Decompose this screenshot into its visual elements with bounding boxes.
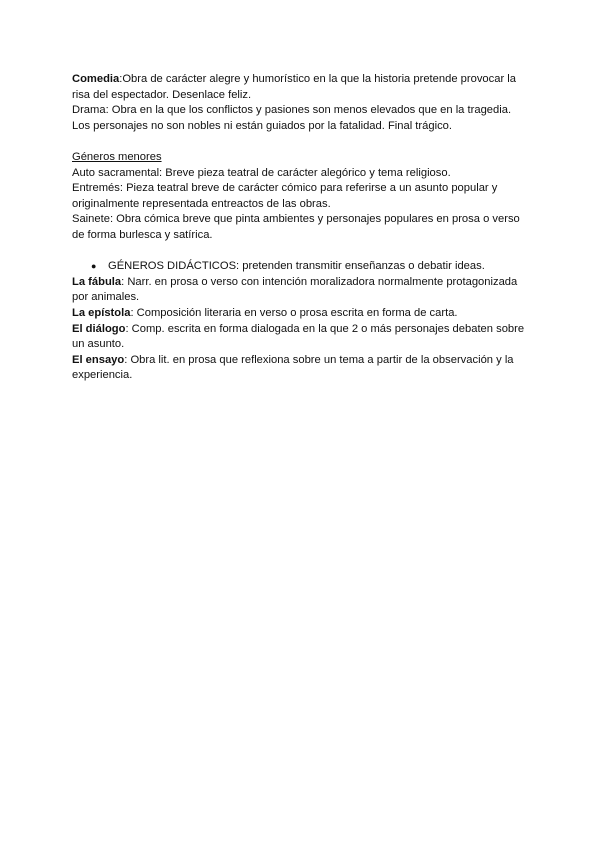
paragraph-spacer — [72, 244, 528, 260]
generos-menores-heading: Géneros menores — [72, 150, 162, 163]
entremes-line-1: Entremés: Pieza teatral breve de carácter cómico para referirse a un asunto popular y — [72, 182, 498, 195]
fabula-line-1 — [72, 275, 528, 291]
epistola-definition: : Composición literaria en verso o prosa escrita en forma de carta. — [130, 306, 458, 319]
ensayo-term: El ensayo — [72, 353, 125, 366]
sainete-line-2: de forma burlesca y satírica. — [72, 228, 213, 241]
epistola-line — [72, 306, 528, 322]
comedia-line-1 — [72, 72, 528, 88]
dialogo-definition: : Comp. escrita en forma dialogada en la que 2 o más personajes debaten sobre — [125, 322, 525, 335]
fabula-line-2: por animales. — [72, 291, 140, 304]
dialogo-term: El diálogo — [72, 322, 126, 335]
didacticos-heading: GÉNEROS DIDÁCTICOS: pretenden transmitir enseñanzas o debatir ideas. — [108, 260, 485, 273]
bullet-icon: ● — [91, 261, 97, 272]
drama-line-2: Los personajes no son nobles ni están guiados por la fatalidad. Final trágico. — [72, 119, 452, 132]
comedia-line-2: risa del espectador. Desenlace feliz. — [72, 88, 252, 101]
drama-line-1: Drama: Obra en la que los conflictos y pasiones son menos elevados que en la tragedia. — [72, 104, 512, 117]
ensayo-definition: : Obra lit. en prosa que reflexiona sobre un tema a partir de la observación y la — [124, 353, 514, 366]
document-page — [72, 72, 528, 384]
sainete-line-1: Sainete: Obra cómica breve que pinta ambientes y personajes populares en prosa o verso — [72, 213, 520, 226]
auto-sacramental-line: Auto sacramental: Breve pieza teatral de carácter alegórico y tema religioso. — [72, 166, 451, 179]
entremes-line-2: originalmente representada entreactos de las obras. — [72, 197, 331, 210]
dialogo-line-1 — [72, 322, 528, 338]
dialogo-line-2: un asunto. — [72, 338, 125, 351]
fabula-definition: : Narr. en prosa o verso con intención moralizadora normalmente protagonizada — [121, 275, 518, 288]
comedia-term: Comedia — [72, 73, 120, 85]
paragraph-spacer — [72, 134, 528, 150]
ensayo-line-2: experiencia. — [72, 369, 133, 382]
didacticos-bullet-item — [72, 259, 528, 275]
fabula-term: La fábula — [72, 275, 122, 288]
comedia-definition: :Obra de carácter alegre y humorístico en la que la historia pretende provocar la — [119, 73, 516, 85]
ensayo-line-1 — [72, 353, 528, 369]
epistola-term: La epístola — [72, 306, 131, 319]
